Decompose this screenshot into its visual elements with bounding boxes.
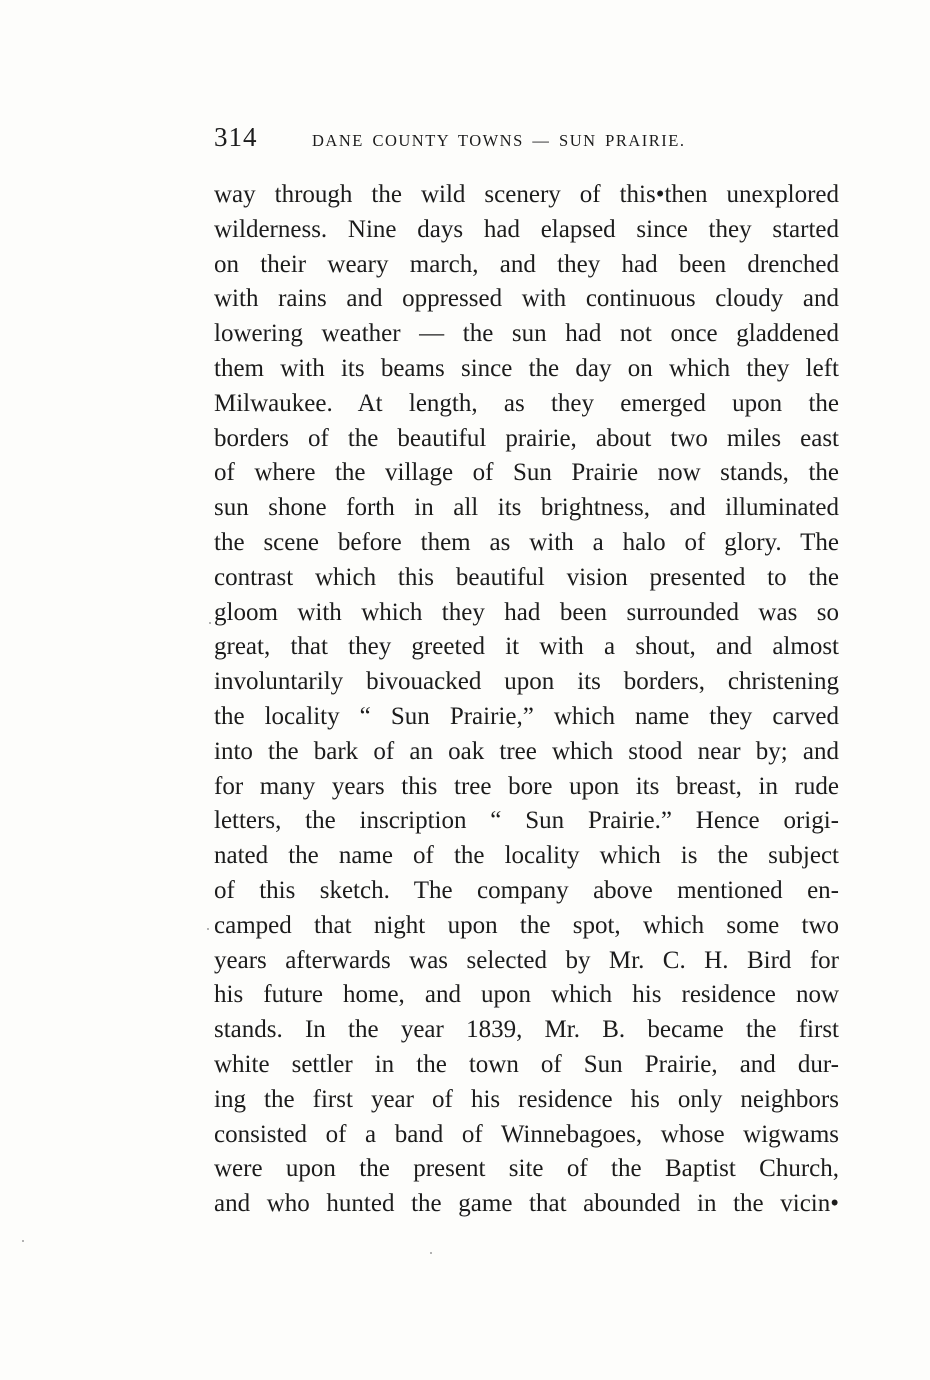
text-line: gloom with which they had been surrounded was so <box>214 598 839 626</box>
text-line: lowering weather — the sun had not once gladdened <box>214 320 839 348</box>
text-line: great, that they greeted it with a shout, and almost <box>214 633 839 661</box>
text-line: years afterwards was selected by Mr. C. H. Bird for <box>214 946 839 974</box>
text-line: for many years this tree bore upon its breast, in rude <box>214 772 839 800</box>
text-line: the scene before them as with a halo of glory. The <box>214 528 839 556</box>
text-line: way through the wild scenery of this•then unexplored <box>214 181 839 208</box>
running-head <box>214 122 836 162</box>
text-line: letters, the inscription “ Sun Prairie.” Hence origi- <box>214 807 839 835</box>
text-line: camped that night upon the spot, which some two <box>214 911 839 939</box>
text-line: of where the village of Sun Prairie now stands, the <box>214 459 839 487</box>
text-line: white settler in the town of Sun Prairie, and dur- <box>214 1050 839 1078</box>
text-line: into the bark of an oak tree which stood near by; and <box>214 737 839 765</box>
text-line: of this sketch. The company above mentioned en- <box>214 876 839 904</box>
text-line: wilderness. Nine days had elapsed since they started <box>214 215 839 243</box>
text-line: were upon the present site of the Baptist Church, <box>214 1155 839 1183</box>
text-line: consisted of a band of Winnebagoes, whose wigwams <box>214 1120 839 1148</box>
text-line: his future home, and upon which his residence now <box>214 981 839 1009</box>
page-number: 314 <box>214 122 258 152</box>
text-line: with rains and oppressed with continuous cloudy and <box>214 285 839 313</box>
text-line: nated the name of the locality which is the subject <box>214 842 839 870</box>
text-line: borders of the beautiful prairie, about two miles east <box>214 424 839 452</box>
text-line: sun shone forth in all its brightness, and illuminated <box>214 494 839 522</box>
running-title: DANE COUNTY TOWNS — SUN PRAIRIE. <box>312 131 686 150</box>
text-line: Milwaukee. At length, as they emerged upon the <box>214 389 839 417</box>
text-line: the locality “ Sun Prairie,” which name they carved <box>214 702 839 730</box>
text-line: on their weary march, and they had been drenched <box>214 250 839 278</box>
text-line: and who hunted the game that abounded in the vicin• <box>214 1190 839 1218</box>
text-line: involuntarily bivouacked upon its borders, christening <box>214 668 839 696</box>
paper-speck <box>430 1252 432 1254</box>
text-line: stands. In the year 1839, Mr. B. became the first <box>214 1016 839 1044</box>
text-line: them with its beams since the day on which they left <box>214 354 839 382</box>
body-text <box>214 178 839 1222</box>
paper-speck <box>207 928 209 930</box>
paper-speck <box>209 622 211 624</box>
text-line: contrast which this beautiful vision presented to the <box>214 563 839 591</box>
text-line: ing the first year of his residence his only neighbors <box>214 1085 839 1113</box>
paper-speck <box>22 1240 24 1242</box>
